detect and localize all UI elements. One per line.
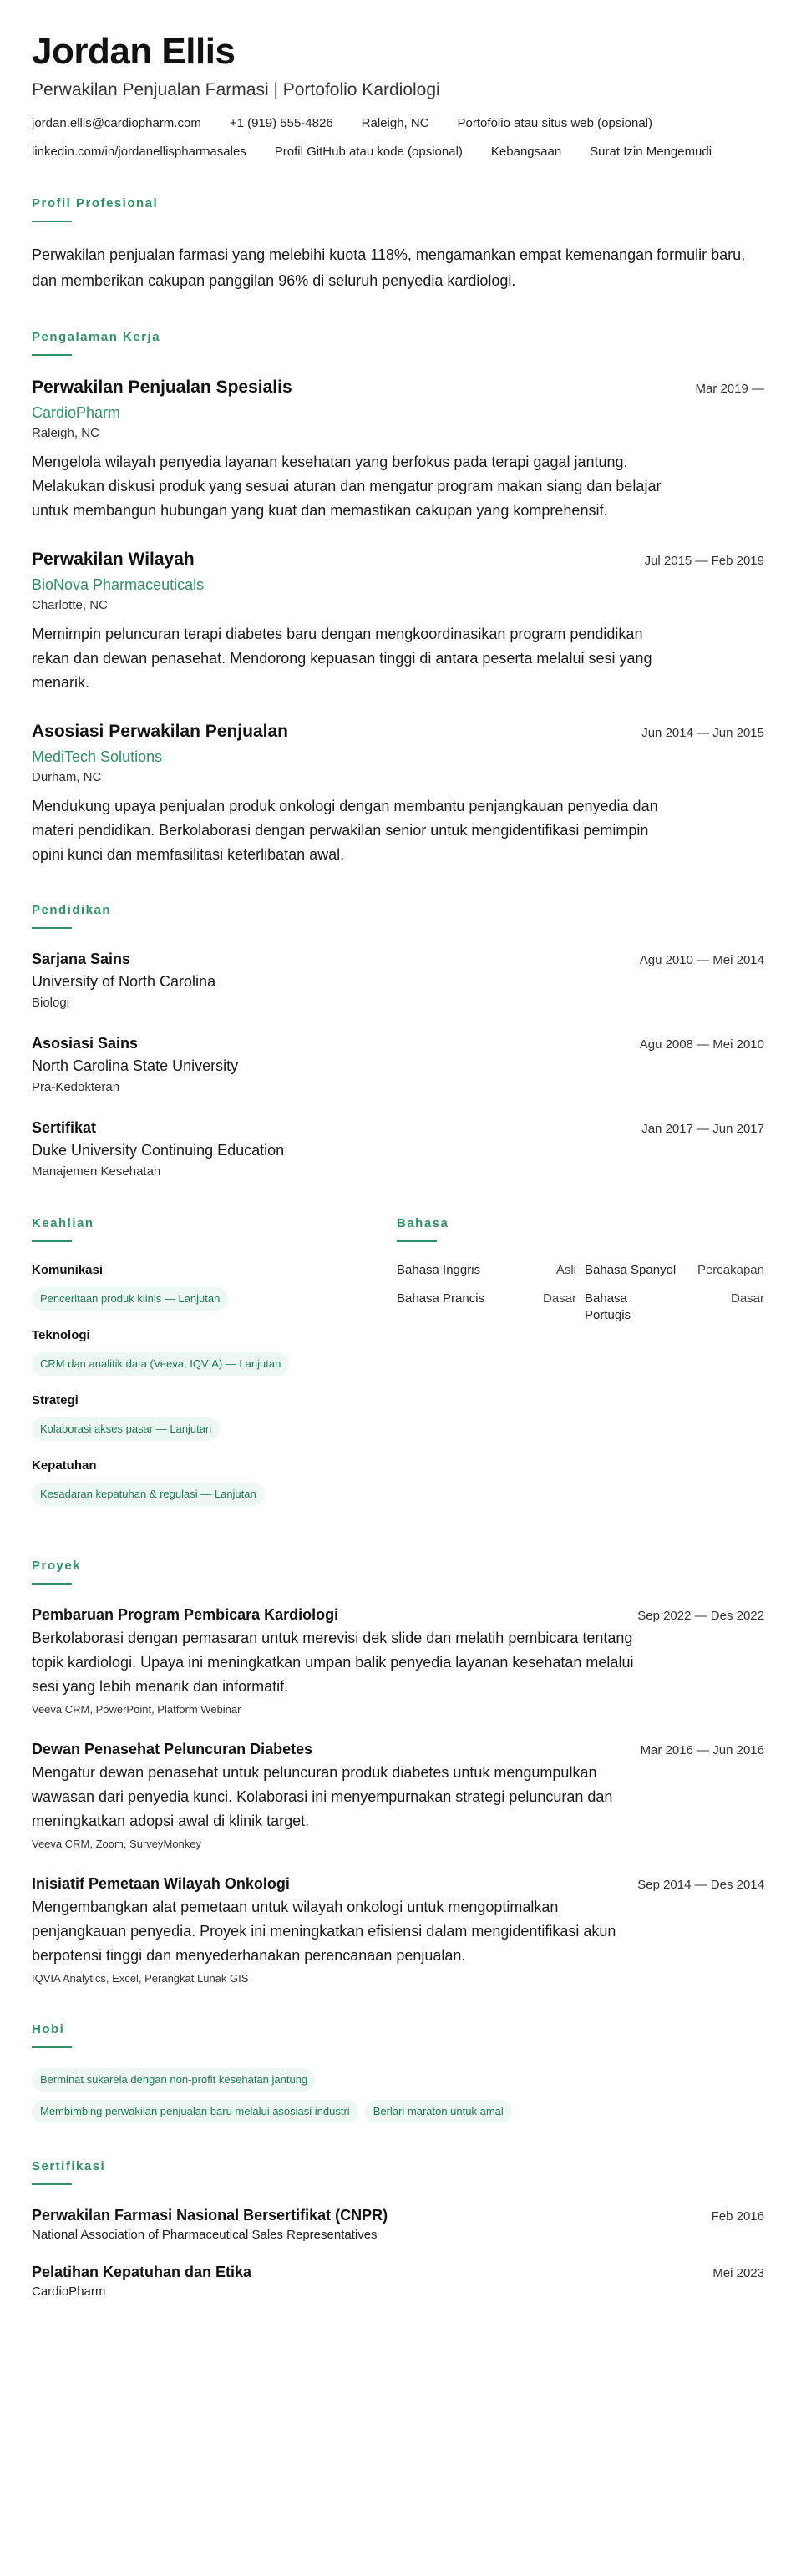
section-title: Sertifikasi (32, 2159, 106, 2173)
job-date: Mar 2019 — (695, 382, 764, 396)
project-description: Mengatur dewan penasehat untuk peluncuran produk diabetes untuk mengumpulkan wawasan dari penyedia kunci. Kolaborasi ini menyempurnakan strategi peluncuran dan meningkatkan adopsi awal di klinik target. (32, 1764, 613, 1829)
certification-name: Perwakilan Farmasi Nasional Bersertifikat (CNPR) (32, 2207, 388, 2224)
candidate-subtitle: Perwakilan Penjualan Farmasi | Portofolio Kardiologi (32, 80, 440, 99)
contact-driving-license: Surat Izin Mengemudi (590, 145, 712, 159)
job-entry (32, 376, 764, 523)
skill-name: Kepatuhan (32, 1458, 97, 1473)
language-name: Bahasa Spanyol (585, 1263, 677, 1277)
education-date: Agu 2010 — Mei 2014 (639, 953, 764, 967)
projects-section (32, 1558, 764, 1986)
certification-date: Mei 2023 (712, 2266, 764, 2280)
language-level: Dasar (730, 1291, 764, 1306)
education-entry (32, 949, 764, 1012)
certification-name: Pelatihan Kepatuhan dan Etika (32, 2264, 252, 2280)
project-description: Berkolaborasi dengan pemasaran untuk merevisi dek slide dan melatih pembicara tentang topik kardiologi. Upaya ini meningkatkan umpan balik penyedia layanan kesehatan melalui sesi yang lebih menarik dan informatif. (32, 1630, 634, 1695)
hobby-chip: Berminat sukarela dengan non-profit kesehatan jantung (32, 2068, 316, 2092)
education-field: Manajemen Kesehatan (32, 1164, 161, 1179)
contact-nationality: Kebangsaan (490, 145, 562, 159)
project-entry (32, 1605, 764, 1717)
skill-group (32, 1458, 397, 1506)
education-date: Agu 2008 — Mei 2010 (639, 1037, 764, 1052)
skill-name: Teknologi (32, 1328, 90, 1342)
project-title: Pembaruan Program Pembicara Kardiologi (32, 1606, 339, 1623)
certification-date: Feb 2016 (711, 2209, 764, 2224)
contact-github[interactable]: Profil GitHub atau kode (opsional) (274, 145, 463, 159)
language-item (585, 1291, 764, 1324)
language-level: Percakapan (697, 1263, 764, 1277)
project-description: Mengembangkan alat pemetaan untuk wilayah onkologi untuk mengoptimalkan penjangkauan penyedia. Proyek ini meningkatkan efisiensi dalam mengidentifikasi akun berpotensi tinggi dan menyederhanakan perencanaan penjualan. (32, 1899, 616, 1964)
education-degree: Sarjana Sains (32, 951, 131, 967)
skill-group (32, 1392, 397, 1441)
skill-name: Komunikasi (32, 1263, 104, 1277)
section-title: Pengalaman Kerja (32, 330, 161, 344)
job-title: Asosiasi Perwakilan Penjualan (32, 722, 288, 741)
job-title: Perwakilan Wilayah (32, 550, 195, 569)
education-degree: Sertifikat (32, 1119, 97, 1136)
certification-entry (32, 2262, 764, 2300)
hobby-chip: Berlari maraton untuk amal (365, 2100, 512, 2123)
job-location: Raleigh, NC (32, 426, 99, 440)
job-description: Mengelola wilayah penyedia layanan kesehatan yang berfokus pada terapi gagal jantung. Melakukan diskusi produk yang sesuai aturan dan mengatur program makan siang dan belajar untuk membangun hubungan yang kuat dan memastikan cakupan yang komprehensif. (32, 454, 662, 519)
contact-list (32, 115, 764, 160)
skills-languages-row (32, 1215, 764, 1523)
education-field: Biologi (32, 996, 70, 1010)
education-school: North Carolina State University (32, 1057, 239, 1074)
education-school: Duke University Continuing Education (32, 1142, 285, 1159)
project-entry (32, 1874, 764, 1986)
section-title: Bahasa (397, 1216, 449, 1230)
project-entry (32, 1739, 764, 1852)
contact-linkedin[interactable]: linkedin.com/in/jordanellispharmasales (32, 145, 246, 159)
section-title: Hobi (32, 2022, 65, 2036)
education-date: Jan 2017 — Jun 2017 (641, 1122, 764, 1136)
job-description: Memimpin peluncuran terapi diabetes baru dengan mengkoordinasikan program pendidikan rekan dan dewan penasehat. Mendorong kepuasan tinggi di antara peserta melalui sesi yang menarik. (32, 626, 652, 691)
language-item (397, 1262, 576, 1279)
skill-chip: Kolaborasi akses pasar — Lanjutan (32, 1417, 220, 1441)
education-entry (32, 1118, 764, 1180)
job-entry (32, 548, 764, 695)
project-tools: IQVIA Analytics, Excel, Perangkat Lunak GIS (32, 1972, 249, 1985)
certifications-section (32, 2158, 764, 2300)
hobbies-section (32, 2021, 764, 2123)
language-list (397, 1262, 764, 1324)
experience-section (32, 329, 764, 867)
project-tools: Veeva CRM, PowerPoint, Platform Webinar (32, 1703, 241, 1716)
contact-location: Raleigh, NC (361, 116, 429, 130)
project-date: Sep 2022 — Des 2022 (637, 1609, 764, 1623)
project-date: Sep 2014 — Des 2014 (637, 1878, 764, 1892)
section-title: Profil Profesional (32, 196, 159, 210)
section-divider (32, 2046, 72, 2048)
skill-chip: Penceritaan produk klinis — Lanjutan (32, 1287, 228, 1311)
project-title: Dewan Penasehat Peluncuran Diabetes (32, 1741, 313, 1757)
job-location: Charlotte, NC (32, 598, 108, 612)
skill-chip: CRM dan analitik data (Veeva, IQVIA) — Lanjutan (32, 1352, 289, 1376)
job-company: BioNova Pharmaceuticals (32, 576, 205, 593)
languages-section (397, 1215, 764, 1523)
section-divider (32, 927, 72, 929)
job-date: Jun 2014 — Jun 2015 (641, 726, 764, 740)
hobby-chip: Membimbing perwakilan penjualan baru melalui asosiasi industri (32, 2100, 358, 2123)
job-location: Durham, NC (32, 770, 102, 784)
job-date: Jul 2015 — Feb 2019 (644, 554, 764, 568)
language-level: Asli (555, 1263, 576, 1277)
profile-section (32, 195, 764, 294)
section-title: Keahlian (32, 1216, 94, 1230)
certification-org: CardioPharm (32, 2284, 106, 2299)
language-level: Dasar (542, 1291, 576, 1306)
section-divider (32, 1583, 72, 1585)
skill-name: Strategi (32, 1393, 79, 1407)
language-name: Bahasa Inggris (397, 1263, 481, 1277)
job-company: MediTech Solutions (32, 748, 163, 765)
language-item (585, 1262, 764, 1279)
job-title: Perwakilan Penjualan Spesialis (32, 378, 292, 397)
education-degree: Asosiasi Sains (32, 1035, 139, 1052)
resume-header (32, 30, 764, 160)
job-company: CardioPharm (32, 404, 121, 421)
section-divider (32, 221, 72, 222)
contact-email[interactable]: jordan.ellis@cardiopharm.com (32, 116, 201, 130)
project-date: Mar 2016 — Jun 2016 (640, 1743, 764, 1757)
profile-summary: Perwakilan penjualan farmasi yang melebihi kuota 118%, mengamankan empat kemenangan formulir baru, dan memberikan cakupan panggilan 96% di seluruh penyedia kardiologi. (32, 246, 746, 289)
section-title: Proyek (32, 1559, 82, 1573)
education-entry (32, 1033, 764, 1096)
section-title: Pendidikan (32, 903, 112, 917)
contact-phone[interactable]: +1 (919) 555-4826 (229, 116, 333, 130)
certification-org: National Association of Pharmaceutical Sales Representatives (32, 2228, 378, 2242)
candidate-name: Jordan Ellis (32, 31, 236, 72)
language-item (397, 1291, 576, 1324)
language-name: Bahasa Portugis (585, 1291, 631, 1322)
project-tools: Veeva CRM, Zoom, SurveyMonkey (32, 1838, 202, 1850)
skill-group (32, 1327, 397, 1376)
section-divider (397, 1240, 437, 1242)
section-divider (32, 1240, 72, 1242)
education-school: University of North Carolina (32, 973, 216, 990)
job-description: Mendukung upaya penjualan produk onkologi dengan membantu penjangkauan penyedia dan materi pendidikan. Berkolaborasi dengan perwakilan senior untuk mengidentifikasi pemimpin opini kunci dan memfasilitasi keterlibatan awal. (32, 798, 658, 863)
language-name: Bahasa Prancis (397, 1291, 485, 1306)
skill-chip: Kesadaran kepatuhan & regulasi — Lanjutan (32, 1483, 265, 1506)
education-field: Pra-Kedokteran (32, 1080, 120, 1094)
skills-section (32, 1215, 397, 1523)
skill-group (32, 1262, 397, 1311)
project-title: Inisiatif Pemetaan Wilayah Onkologi (32, 1875, 290, 1892)
section-divider (32, 2183, 72, 2185)
education-section (32, 902, 764, 1180)
certification-entry (32, 2205, 764, 2244)
contact-portfolio[interactable]: Portofolio atau situs web (opsional) (457, 116, 653, 130)
job-entry (32, 720, 764, 867)
section-divider (32, 354, 72, 356)
